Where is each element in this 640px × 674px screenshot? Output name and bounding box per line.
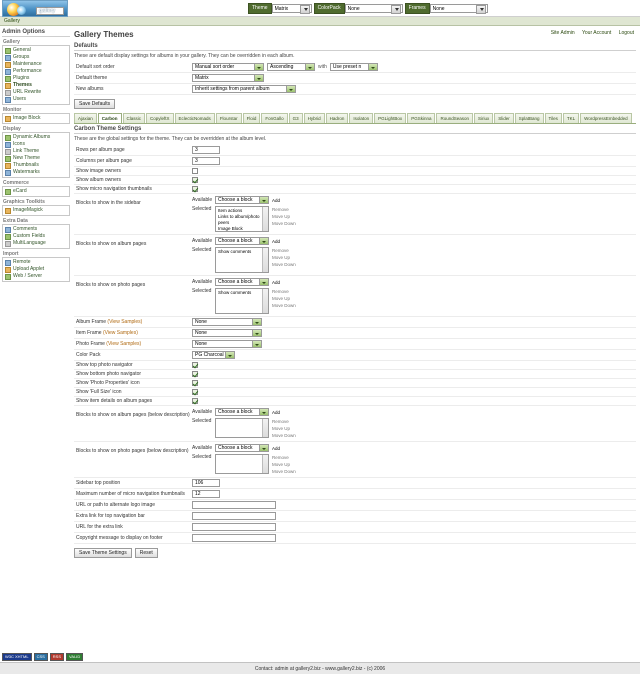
album-frame-text: Album Frame xyxy=(76,319,107,325)
sidebar-item-label: General xyxy=(13,47,31,53)
card-icon xyxy=(5,189,11,195)
sidebar-group-title-gallery: Gallery xyxy=(3,39,20,45)
sidebar-item-label: Dynamic Albums xyxy=(13,134,51,140)
album-blocks-below-row xyxy=(74,406,636,442)
sidebar-group-extra xyxy=(2,224,70,249)
defaults-save-bar xyxy=(74,99,636,109)
photo-frame-label xyxy=(74,341,192,347)
show-album-owners-label: Show album owners xyxy=(76,177,122,183)
scrollbar[interactable] xyxy=(262,207,268,231)
item-frame-row xyxy=(74,328,636,339)
user-icon xyxy=(5,97,11,103)
theme-selectors xyxy=(248,3,488,14)
color-pack-row xyxy=(74,350,636,361)
show-full-size-icon-checkbox[interactable] xyxy=(192,389,198,395)
show-bottom-photo-navigator-label: Show bottom photo navigator xyxy=(76,371,142,377)
sidebar-group-title-commerce: Commerce xyxy=(3,180,29,186)
album-frame-select[interactable]: None xyxy=(192,318,262,326)
group-icon xyxy=(5,55,11,61)
admin-links[interactable] xyxy=(545,30,634,36)
show-image-owners-row xyxy=(74,167,636,176)
save-theme-settings-button[interactable]: Save Theme Settings xyxy=(74,548,132,558)
sidebar-title: Admin Options xyxy=(2,29,70,37)
sidebar-item-label: eCard xyxy=(13,188,27,194)
sidebar-add-button[interactable]: Add xyxy=(272,197,281,203)
sidebar-item-label: Comments xyxy=(13,226,38,232)
new-albums-select[interactable]: Inherit settings from parent album xyxy=(192,85,296,93)
sidebar-item-label: Icons xyxy=(13,141,25,147)
sidebar-item-label: Thumbnails xyxy=(13,162,39,168)
sidebar-item-label: Plugins xyxy=(13,75,30,81)
sidebar-group-title-graphics: Graphics Toolkits xyxy=(3,199,45,205)
album-below-add-button[interactable]: Add xyxy=(272,409,281,415)
show-album-owners-row xyxy=(74,176,636,185)
sidebar-item-multilanguage[interactable] xyxy=(3,240,69,247)
footer xyxy=(0,662,640,674)
max-micro-nav-thumbs-label: Maximum number of micro navigation thumbnails xyxy=(76,491,185,497)
theme-tabs xyxy=(74,113,636,124)
available-label: Available xyxy=(192,197,213,203)
extra-link-url-input[interactable] xyxy=(192,523,276,531)
tab-roundseason[interactable]: RoundSeason xyxy=(436,113,473,123)
link-icon xyxy=(5,149,11,155)
copyright-message-label: Copyright message to display on footer xyxy=(76,535,163,541)
show-full-size-icon-label: Show 'Full Size' icon xyxy=(76,389,122,395)
tab-slider[interactable]: Slider xyxy=(494,113,514,123)
show-top-photo-navigator-label: Show top photo navigator xyxy=(76,362,133,368)
show-full-size-icon-row xyxy=(74,388,636,397)
photo-blocks-below-row xyxy=(74,442,636,478)
default-theme-row xyxy=(74,73,636,84)
new-albums-row xyxy=(74,84,636,95)
photo-below-move-down-button[interactable]: Move Down xyxy=(272,469,296,474)
show-micro-nav-thumbs-checkbox[interactable] xyxy=(192,186,198,192)
available-label: Available xyxy=(192,238,213,244)
photo-available-select[interactable]: Choose a block xyxy=(215,278,269,286)
icons-icon xyxy=(5,142,11,148)
top-bar xyxy=(0,0,640,17)
tab-hadron[interactable]: Hadron xyxy=(326,113,349,123)
sidebar-item-url-rewrite[interactable] xyxy=(3,89,69,96)
selected-label: Selected xyxy=(192,454,212,460)
list-item[interactable]: Image Block xyxy=(218,226,243,231)
photo-below-available-select[interactable]: Choose a block xyxy=(215,444,269,452)
sidebar-item-imagemagick[interactable] xyxy=(3,207,69,214)
thumb-icon xyxy=(5,163,11,169)
lang-icon xyxy=(5,241,11,247)
scrollbar[interactable] xyxy=(262,289,268,313)
frames-selector-group xyxy=(405,3,488,14)
sidebar-item-plugins[interactable] xyxy=(3,75,69,82)
sidebar-top-position-row xyxy=(74,478,636,489)
album-frame-row xyxy=(74,317,636,328)
photo-selected-list[interactable] xyxy=(215,288,269,314)
page-body xyxy=(0,26,640,558)
css-badge[interactable]: CSS xyxy=(34,653,48,661)
list-item[interactable]: Links to album/photo peers xyxy=(218,214,260,225)
theme-selector-label: Theme xyxy=(248,3,272,14)
photo-below-selected-list[interactable] xyxy=(215,454,269,474)
tab-pgskinna[interactable]: PGSkinna xyxy=(407,113,435,123)
list-item[interactable]: Show comments xyxy=(218,290,252,295)
extra-link-row xyxy=(74,511,636,522)
sidebar-item-maintenance[interactable] xyxy=(3,61,69,68)
show-image-owners-label: Show image owners xyxy=(76,168,122,174)
columns-per-album-page-input[interactable]: 3 xyxy=(192,157,220,165)
photo-frame-select[interactable]: None xyxy=(192,340,262,348)
scrollbar[interactable] xyxy=(262,419,268,437)
photo-frame-samples-link[interactable]: (View Samples) xyxy=(106,341,142,347)
sidebar-item-label: Themes xyxy=(13,82,32,88)
colorpack-selector-group xyxy=(314,3,403,14)
default-sort-order-label: Default sort order xyxy=(76,64,115,70)
new-albums-label: New albums xyxy=(76,86,104,92)
show-micro-nav-thumbs-row xyxy=(74,185,636,194)
album-below-available-select[interactable]: Choose a block xyxy=(215,408,269,416)
with-label: with xyxy=(318,64,327,70)
photo-remove-button[interactable]: Remove xyxy=(272,289,289,294)
frames-select[interactable]: None xyxy=(430,4,488,13)
tab-pglightbox[interactable]: PGLightBox xyxy=(374,113,406,123)
sidebar-item-label: New Theme xyxy=(13,155,40,161)
frames-selector-label: Frames xyxy=(405,3,430,14)
album-remove-button[interactable]: Remove xyxy=(272,248,289,253)
sidebar-item-new-theme[interactable] xyxy=(3,155,69,162)
sidebar-item-label: Custom Fields xyxy=(13,233,45,239)
album-selected-list[interactable] xyxy=(215,247,269,273)
sidebar-group-import xyxy=(2,257,70,282)
photo-move-up-button[interactable]: Move Up xyxy=(272,296,291,301)
show-top-photo-navigator-row xyxy=(74,361,636,370)
photo-add-button[interactable]: Add xyxy=(272,279,281,285)
item-frame-label xyxy=(74,330,192,336)
album-below-move-down-button[interactable]: Move Down xyxy=(272,433,296,438)
show-item-details-label: Show item details on album pages xyxy=(76,398,153,404)
validation-badges xyxy=(2,653,83,661)
photo-below-move-up-button[interactable]: Move Up xyxy=(272,462,291,467)
sidebar-item-comments[interactable] xyxy=(3,226,69,233)
tab-carbon[interactable]: Carbon xyxy=(98,113,122,123)
sidebar-item-themes[interactable] xyxy=(3,82,69,89)
web-icon xyxy=(5,274,11,280)
sidebar-item-remote[interactable] xyxy=(3,259,69,266)
sidebar-group-title-monitor: Monitor xyxy=(3,107,22,113)
main-content xyxy=(72,26,640,558)
sidebar-item-thumbnails[interactable] xyxy=(3,162,69,169)
item-frame-samples-link[interactable]: (View Samples) xyxy=(102,330,138,336)
theme-select[interactable]: Matrix xyxy=(272,4,312,13)
available-label: Available xyxy=(192,445,213,451)
list-item[interactable]: Item actions xyxy=(218,208,243,213)
gear-icon xyxy=(5,48,11,54)
photo-below-remove-button[interactable]: Remove xyxy=(272,455,289,460)
tab-eclecticnomads[interactable]: EclecticNomads xyxy=(175,113,215,123)
photo-frame-row xyxy=(74,339,636,350)
logo-text: gallery xyxy=(36,7,64,15)
sidebar-item-groups[interactable] xyxy=(3,54,69,61)
sidebar-item-label: Upload Applet xyxy=(13,266,45,272)
photo-frame-text: Photo Frame xyxy=(76,341,105,347)
link-icon xyxy=(5,90,11,96)
sidebar-item-ecard[interactable] xyxy=(3,188,69,195)
show-bottom-photo-navigator-row xyxy=(74,370,636,379)
tab-copyleftx[interactable]: CopyleftX xyxy=(146,113,174,123)
save-defaults-button[interactable]: Save Defaults xyxy=(74,99,115,109)
show-photo-properties-icon-label: Show 'Photo Properties' icon xyxy=(76,380,140,386)
scrollbar[interactable] xyxy=(262,248,268,272)
sidebar-group-graphics xyxy=(2,205,70,216)
sidebar-group-commerce xyxy=(2,186,70,197)
tab-g3[interactable]: G3 xyxy=(289,113,303,123)
item-frame-text: Item Frame xyxy=(76,330,102,336)
colorpack-select[interactable]: None xyxy=(345,4,403,13)
new-icon xyxy=(5,156,11,162)
sidebar-group-title-extra: Extra Data xyxy=(3,218,28,224)
tab-siriux[interactable]: Siriux xyxy=(474,113,493,123)
show-album-owners-checkbox[interactable] xyxy=(192,177,198,183)
sidebar xyxy=(0,26,72,283)
wrench-icon xyxy=(5,62,11,68)
selected-label: Selected xyxy=(192,247,212,253)
album-frame-label xyxy=(74,319,192,325)
selected-label: Selected xyxy=(192,206,212,212)
copyright-message-input[interactable] xyxy=(192,534,276,542)
rows-per-album-page-label: Rows per album page xyxy=(76,147,125,153)
sidebar-move-up-button[interactable]: Move Up xyxy=(272,214,291,219)
sidebar-group-title-import: Import xyxy=(3,251,19,257)
item-frame-select[interactable]: None xyxy=(192,329,262,337)
album-blocks-row xyxy=(74,235,636,276)
sidebar-item-label: Image Block xyxy=(13,115,41,121)
sidebar-item-custom-fields[interactable] xyxy=(3,233,69,240)
image-icon xyxy=(5,116,11,122)
show-micro-nav-thumbs-label: Show micro navigation thumbnails xyxy=(76,186,152,192)
logo-swirl2-icon xyxy=(17,6,26,15)
tab-floid[interactable]: Floid xyxy=(243,113,261,123)
sidebar-blocks-row xyxy=(74,194,636,235)
remote-icon xyxy=(5,260,11,266)
alternate-logo-input[interactable] xyxy=(192,501,276,509)
album-move-down-button[interactable]: Move Down xyxy=(272,262,296,267)
tab-hybrid[interactable]: Hybrid xyxy=(304,113,325,123)
tab-tkl[interactable]: TKL xyxy=(563,113,579,123)
sidebar-item-label: Users xyxy=(13,96,27,102)
sidebar-item-dynamic-albums[interactable] xyxy=(3,134,69,141)
sidebar-item-watermarks[interactable] xyxy=(3,169,69,176)
album-below-selected-list[interactable] xyxy=(215,418,269,438)
logout-link[interactable]: Logout xyxy=(618,30,634,36)
copyright-message-row xyxy=(74,533,636,544)
list-item[interactable]: Show comments xyxy=(218,249,252,254)
sidebar-available-select[interactable]: Choose a block xyxy=(215,196,269,204)
album-below-move-up-button[interactable]: Move Up xyxy=(272,426,291,431)
reset-button[interactable]: Reset xyxy=(135,548,158,558)
photo-move-down-button[interactable]: Move Down xyxy=(272,303,296,308)
sidebar-move-down-button[interactable]: Move Down xyxy=(272,221,296,226)
photo-below-add-button[interactable]: Add xyxy=(272,445,281,451)
comment-icon xyxy=(5,227,11,233)
default-sort-order-row xyxy=(74,62,636,73)
extra-link-url-row xyxy=(74,522,636,533)
water-icon xyxy=(5,170,11,176)
rows-per-album-page-row xyxy=(74,145,636,156)
sidebar-item-label: URL Rewrite xyxy=(13,89,42,95)
tab-isolaton[interactable]: Isolaton xyxy=(349,113,373,123)
theme-settings-save-bar xyxy=(74,548,636,558)
sidebar-item-users[interactable] xyxy=(3,96,69,103)
show-photo-properties-icon-checkbox[interactable] xyxy=(192,380,198,386)
tab-wordpressembedded[interactable]: WordpressEmbedded xyxy=(580,113,631,123)
selected-label: Selected xyxy=(192,288,212,294)
album-blocks-label: Blocks to show on album pages xyxy=(76,241,147,247)
sort-direction-select[interactable]: Ascending xyxy=(267,63,315,71)
sidebar-item-label: Watermarks xyxy=(13,169,40,175)
photo-blocks-below-label: Blocks to show on photo pages (below description) xyxy=(76,448,189,454)
sidebar-item-label: Web / Server xyxy=(13,273,43,279)
sidebar-item-label: MultiLanguage xyxy=(13,240,46,246)
album-frame-samples-link[interactable]: (View Samples) xyxy=(107,319,143,325)
sidebar-group-monitor xyxy=(2,113,70,124)
theme-settings-description: These are the global settings for the theme. They can be overridden at the album level. xyxy=(74,136,267,142)
sidebar-item-general[interactable] xyxy=(3,47,69,54)
sidebar-item-label: Groups xyxy=(13,54,30,60)
photo-blocks-row xyxy=(74,276,636,317)
sidebar-item-icons[interactable] xyxy=(3,141,69,148)
sidebar-remove-button[interactable]: Remove xyxy=(272,207,289,212)
max-micro-nav-thumbs-row xyxy=(74,489,636,500)
sidebar-group-title-display: Display xyxy=(3,126,21,132)
tab-tiles[interactable]: Tiles xyxy=(545,113,562,123)
sort-preset-select[interactable]: Use preset n xyxy=(330,63,378,71)
show-photo-properties-icon-row xyxy=(74,379,636,388)
valid-badge[interactable]: VALID xyxy=(66,653,83,661)
sidebar-item-image-block[interactable] xyxy=(3,115,69,122)
site-admin-link[interactable]: Site Admin xyxy=(550,30,575,36)
sidebar-selected-list[interactable] xyxy=(215,206,269,232)
tab-fongallo[interactable]: FonGallo xyxy=(261,113,287,123)
color-pack-select[interactable]: PG Charcoal xyxy=(192,351,235,359)
defaults-heading: Defaults xyxy=(74,43,636,51)
rows-per-album-page-input[interactable]: 3 xyxy=(192,146,220,154)
sidebar-item-performance[interactable] xyxy=(3,68,69,75)
sidebar-item-link-theme[interactable] xyxy=(3,148,69,155)
max-micro-nav-thumbs-input[interactable]: 12 xyxy=(192,490,220,498)
applet-icon xyxy=(5,267,11,273)
extra-link-url-label: URL for the extra link xyxy=(76,524,123,530)
columns-per-album-page-label: Columns per album page xyxy=(76,158,132,164)
page-title: Gallery Themes xyxy=(74,30,134,39)
album-available-select[interactable]: Choose a block xyxy=(215,237,269,245)
palette-icon xyxy=(5,83,11,89)
plug-icon xyxy=(5,76,11,82)
album-icon xyxy=(5,135,11,141)
available-label: Available xyxy=(192,409,213,415)
scrollbar[interactable] xyxy=(262,455,268,473)
theme-settings-heading: Carbon Theme Settings xyxy=(74,126,636,134)
show-item-details-row xyxy=(74,397,636,406)
album-blocks-below-label: Blocks to show on album pages (below description) xyxy=(76,412,190,418)
sidebar-group-display xyxy=(2,132,70,178)
sidebar-item-label: Maintenance xyxy=(13,61,42,67)
breadcrumb-gallery-link[interactable]: Gallery xyxy=(4,18,20,24)
sidebar-group-gallery xyxy=(2,45,70,105)
magick-icon xyxy=(5,208,11,214)
show-top-photo-navigator-checkbox[interactable] xyxy=(192,362,198,368)
fields-icon xyxy=(5,234,11,240)
show-bottom-photo-navigator-checkbox[interactable] xyxy=(192,371,198,377)
sidebar-item-label: Performance xyxy=(13,68,42,74)
colorpack-selector-label: ColorPack xyxy=(314,3,345,14)
sidebar-top-position-label: Sidebar top position xyxy=(76,480,121,486)
sidebar-item-label: Link Theme xyxy=(13,148,40,154)
theme-selector-group xyxy=(248,3,312,14)
xhtml-badge[interactable]: W3C XHTML xyxy=(2,653,32,661)
default-sort-order-select[interactable]: Manual sort order xyxy=(192,63,264,71)
rss-badge[interactable]: RSS xyxy=(50,653,64,661)
sidebar-item-web-server[interactable] xyxy=(3,273,69,280)
color-pack-label: Color Pack xyxy=(76,352,101,358)
alternate-logo-label: URL or path to alternate logo image xyxy=(76,502,156,508)
your-account-link[interactable]: Your Account xyxy=(582,30,612,36)
selected-label: Selected xyxy=(192,418,212,424)
defaults-description: These are default display settings for albums in your gallery. They can be overridden in each album. xyxy=(74,53,295,59)
sidebar-blocks-label: Blocks to show in the sidebar xyxy=(76,200,141,206)
album-below-remove-button[interactable]: Remove xyxy=(272,419,289,424)
gallery-logo xyxy=(2,0,68,17)
gauge-icon xyxy=(5,69,11,75)
sidebar-item-label: ImageMagick xyxy=(13,207,43,213)
alternate-logo-row xyxy=(74,500,636,511)
show-image-owners-checkbox[interactable] xyxy=(192,168,198,174)
tab-flourstar[interactable]: Flourstar xyxy=(216,113,242,123)
footer-text: Contact: admin at gallery2.biz - www.gallery2.biz - (c) 2006 xyxy=(254,665,386,672)
album-add-button[interactable]: Add xyxy=(272,238,281,244)
sidebar-item-upload-applet[interactable] xyxy=(3,266,69,273)
default-theme-select[interactable]: Matrix xyxy=(192,74,264,82)
photo-blocks-label: Blocks to show on photo pages xyxy=(76,282,146,288)
tab-splatbang[interactable]: SplatBang xyxy=(515,113,544,123)
extra-link-input[interactable] xyxy=(192,512,276,520)
album-move-up-button[interactable]: Move Up xyxy=(272,255,291,260)
breadcrumb[interactable] xyxy=(0,17,640,26)
sidebar-item-label: Remote xyxy=(13,259,31,265)
tab-classic[interactable]: Classic xyxy=(123,113,146,123)
default-theme-label: Default theme xyxy=(76,75,108,81)
tab-ajaxian[interactable]: Ajaxian xyxy=(74,113,97,123)
sidebar-top-position-input[interactable]: 106 xyxy=(192,479,220,487)
columns-per-album-page-row xyxy=(74,156,636,167)
available-label: Available xyxy=(192,279,213,285)
show-item-details-checkbox[interactable] xyxy=(192,398,198,404)
extra-link-label: Extra link for top navigation bar xyxy=(76,513,145,519)
